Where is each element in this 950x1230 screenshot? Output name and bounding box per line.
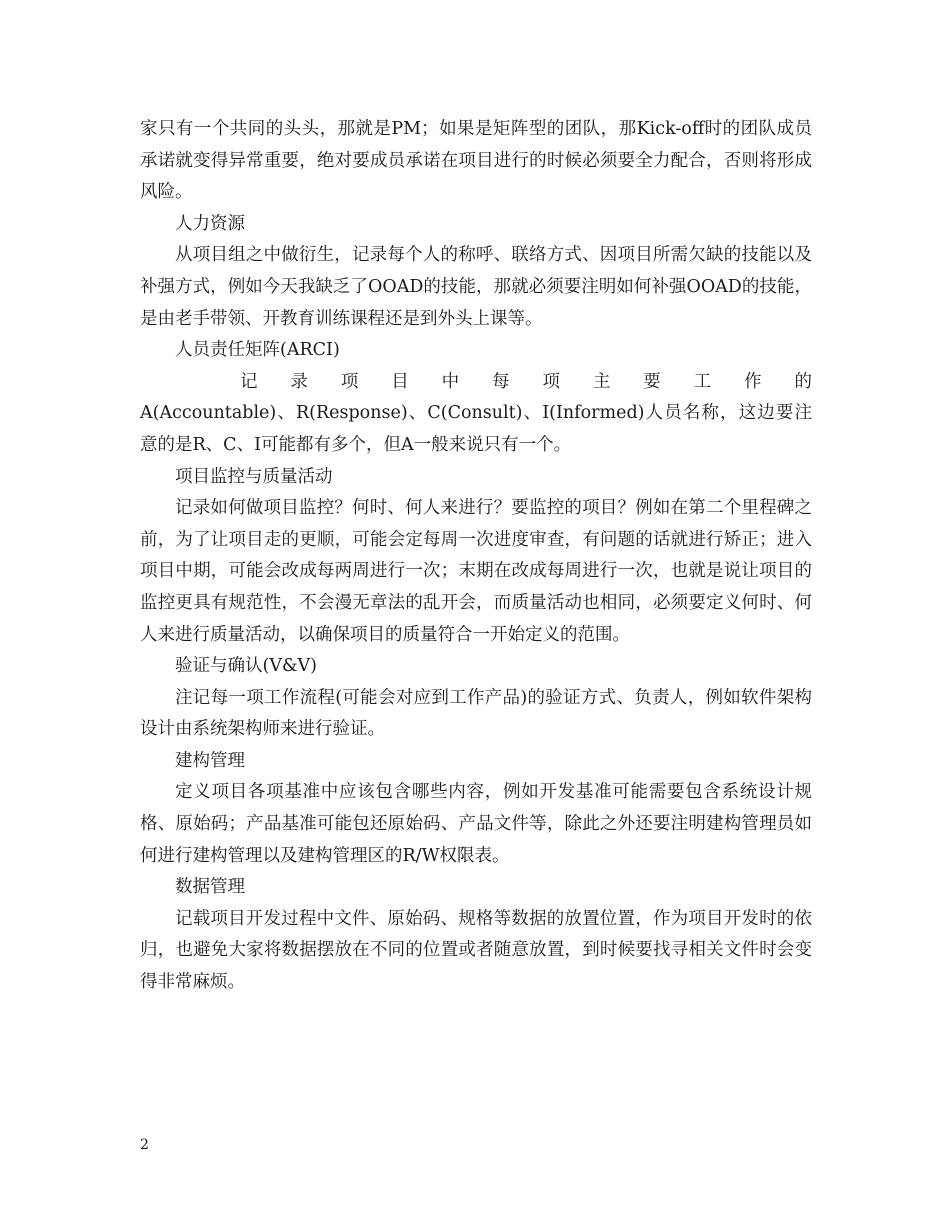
paragraph-monitoring-quality: 记录如何做项目监控？何时、何人来进行？要监控的项目？例如在第二个里程碑之前，为了让项目走的更顺，可能会定每周一次进度审查，有问题的话就进行矫正；进入项目中期，可能会改成每两周进行一次；末期在改成每周进行一次，也就是说让项目的监控更具有规范性，不会漫无章法的乱开会，而质量活动也相同，必须要定义何时、何人来进行质量活动，以确保项目的质量符合一开始定义的范围。 <box>140 498 812 645</box>
heading-data-management: 数据管理 <box>175 877 245 898</box>
heading-verification-validation: 验证与确认(V&V) <box>175 656 318 677</box>
heading-human-resources: 人力资源 <box>175 213 245 234</box>
paragraph-data-management: 记载项目开发过程中文件、原始码、规格等数据的放置位置，作为项目开发时的依归，也避免大家将数据摆放在不同的位置或者随意放置，到时候要找寻相关文件时会变得非常麻烦。 <box>140 908 812 993</box>
heading-arci-matrix: 人员责任矩阵(ARCI) <box>175 340 340 361</box>
paragraph-verification-validation: 注记每一项工作流程(可能会对应到工作产品)的验证方式、负责人，例如软件架构设计由系统架构师来进行验证。 <box>140 687 812 740</box>
page-number: 2 <box>140 1137 149 1153</box>
heading-monitoring-quality: 项目监控与质量活动 <box>175 466 333 487</box>
paragraph-arci-detail: A(Accountable)、R(Response)、C(Consult)、I(Informed)人员名称，这边要注意的是R、C、I可能都有多个，但A一般来说只有一个。 <box>140 403 812 455</box>
paragraph-configuration-management: 定义项目各项基准中应该包含哪些内容，例如开发基准可能需要包含系统设计规格、原始码；产品基准可能包还原始码、产品文件等，除此之外还要注明建构管理员如何进行建构管理以及建构管理区的R/W权限表。 <box>140 782 812 866</box>
paragraph-human-resources: 从项目组之中做衍生，记录每个人的称呼、联络方式、因项目所需欠缺的技能以及补强方式，例如今天我缺乏了OOAD的技能，那就必须要注明如何补强OOAD的技能，是由老手带领、开教育训练课程还是到外头上课等。 <box>140 245 812 329</box>
paragraph-team-commitment: 家只有一个共同的头头，那就是PM；如果是矩阵型的团队，那Kick-off时的团队成员承诺就变得异常重要，绝对要成员承诺在项目进行的时候必须要全力配合，否则将形成风险。 <box>140 119 812 203</box>
paragraph-arci-first-line: 记 录 项 目 中 每 项 主 要 工 作 的 <box>240 371 812 392</box>
heading-configuration-management: 建构管理 <box>175 750 245 771</box>
page-body <box>140 114 812 999</box>
